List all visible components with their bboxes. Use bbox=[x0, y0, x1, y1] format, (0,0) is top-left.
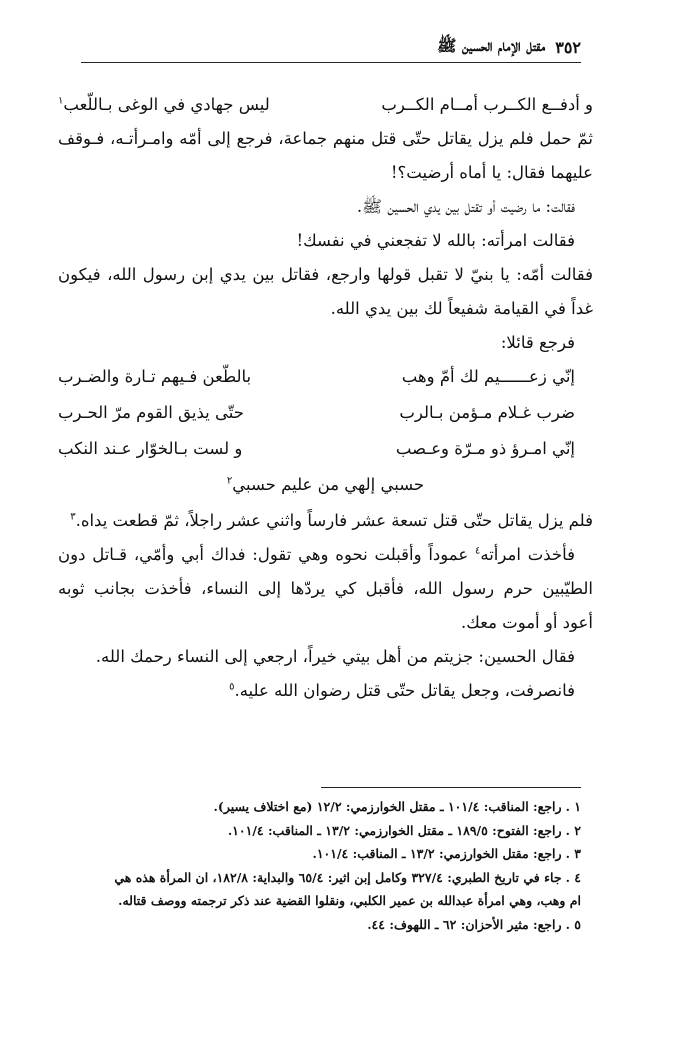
footnotes bbox=[51, 795, 581, 936]
footnote: ٣ .راجع: مقتل الخوارزمي: ١٣/٢ ـ المناقب: ١٠١/٤. bbox=[312, 846, 581, 861]
book-title: مقتل الإمام الحسين ﷺ bbox=[437, 35, 546, 55]
verse-left-half: و لست بـالخوّار عـند النكب bbox=[58, 439, 243, 458]
paragraph-line: فقالت أمّه: يا بنيّ لا تقبل قولها وارجع، فقاتل بين يدي إبن رسول الله، فيكون bbox=[58, 265, 593, 284]
main-text bbox=[58, 88, 593, 708]
closing-verse: حسبي إلهي من عليم حسبي$^٢$ bbox=[226, 475, 425, 494]
verse-right-half: و أدفــع الكــرب أمــام الكــرب bbox=[381, 95, 593, 114]
paragraph-line: عليهما فقال: يا أماه أرضيت؟! bbox=[390, 163, 593, 182]
footnote: ٢ .راجع: الفتوح: ١٨٩/٥ ـ مقتل الخوارزمي: ١٣/٢ ـ المناقب: ١٠١/٤. bbox=[227, 822, 581, 838]
paragraph-line: ثمّ حمل فلم يزل يقاتل حتّى قتل منهم جماعة، فرجع إلى أمّه وامـرأتـه، فـوقف bbox=[58, 129, 593, 148]
footnote-divider bbox=[321, 787, 581, 788]
paragraph-line: الطيّبين حرم رسول الله، فأقبل كي يردّها إلى النساء، فأخذت بجانب ثوبه bbox=[58, 579, 593, 598]
verse-left-half: حتّى يذيق القوم مرّ الحـرب bbox=[58, 403, 244, 422]
footnote-mark: ٥ bbox=[229, 681, 235, 693]
paragraph-line: فقالت امرأته: بالله لا تفجعني في نفسك! bbox=[296, 231, 575, 250]
footnote: ١ .راجع: المناقب: ١٠١/٤ ـ مقتل الخوارزمي: ١٢/٢ (مع اختلاف يسير). bbox=[213, 799, 581, 814]
paragraph-line: فلم يزل يقاتل حتّى قتل تسعة عشر فارساً واثني عشر راجلاً، ثمّ قطعت يداه.$^٣$ bbox=[70, 511, 593, 530]
footnote: ٤ .جاء في تاريخ الطبري: ٣٢٧/٤ وكامل إبن اثير: ٦٥/٤ والبداية: ١٨٢/٨، ان المرأة هذه هي bbox=[114, 869, 581, 885]
verse-line bbox=[58, 360, 593, 396]
verse-line bbox=[58, 432, 593, 468]
running-header bbox=[81, 32, 581, 63]
footnote-mark: ١ bbox=[58, 95, 64, 107]
paragraph-line: فانصرفت، وجعل يقاتل حتّى قتل رضوان الله عليه.$^٥$ bbox=[229, 681, 575, 700]
verse-left-half: بالطّعن فـيهم تـارة والضـرب bbox=[58, 367, 252, 386]
footnote-mark: ٢ bbox=[226, 475, 233, 487]
verse-right-half: ضرب غـلام مـؤمن بـالرب bbox=[399, 403, 575, 422]
footnote-mark: ٣ bbox=[70, 511, 76, 523]
verse-line bbox=[58, 88, 593, 122]
paragraph-line: فقال الحسين: جزيتم من أهل بيتي خيراً، ارجعي إلى النساء رحمك الله. bbox=[95, 647, 575, 666]
verse-right-half: إنّي امـرؤ ذو مـرّة وعـصب bbox=[395, 439, 575, 458]
verse-right-half: إنّي زعــــــيم لك أمّ وهب bbox=[401, 367, 575, 386]
page-number: ٣٥٢ bbox=[555, 37, 581, 57]
verse-line bbox=[58, 396, 593, 432]
paragraph-line: أعود أو أموت معك. bbox=[460, 613, 593, 632]
paragraph-line: فرجع قائلا: bbox=[500, 333, 575, 352]
paragraph-line: فأخذت امرأته$^٤$ عموداً وأقبلت نحوه وهي تقول: فداك أبي وأمّي، قـاتل دون bbox=[58, 545, 575, 564]
verse-left-half: ليس جهادي في الوغى بـاللّعب$^١$ bbox=[58, 95, 270, 114]
footnote-mark: ٤ bbox=[474, 545, 481, 557]
paragraph-line: فقالت: ما رضيت أو تقتل بين يدي الحسين ﷺ. bbox=[356, 197, 575, 216]
paragraph-line: غداً في القيامة شفيعاً لك بين يدي الله. bbox=[330, 299, 593, 318]
footnote: ٥ .راجع: مثير الأحزان: ٦٢ ـ اللهوف: ٤٤. bbox=[367, 916, 581, 932]
footnote-continuation: ام وهب، وهي امرأة عبدالله بن عمير الكلبي، ونقلوا القضية عند ذكر ترجمته ووصف قتاله. bbox=[118, 893, 581, 908]
